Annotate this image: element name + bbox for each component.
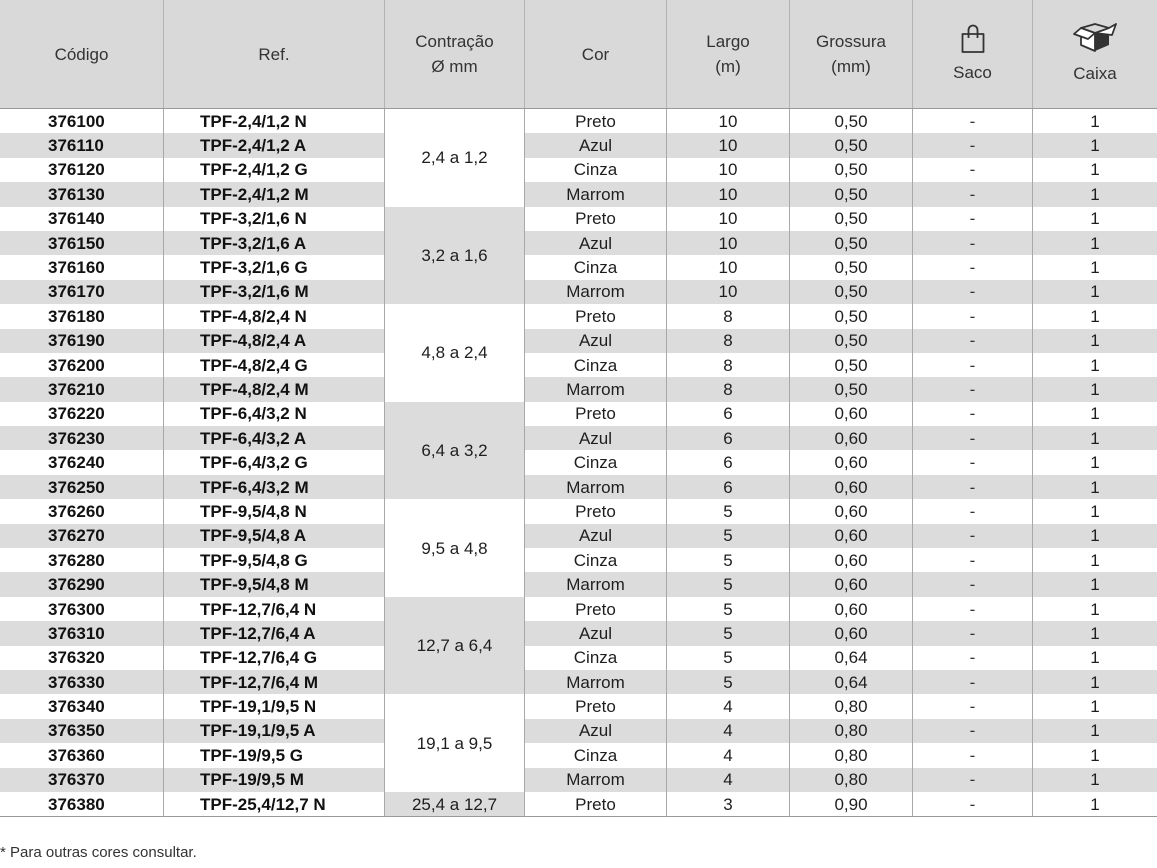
cell-ref: TPF-2,4/1,2 A <box>164 133 385 157</box>
table-row <box>0 182 1157 206</box>
cell-grossura: 0,50 <box>790 133 913 157</box>
cell-grossura: 0,80 <box>790 719 913 743</box>
cell-cor: Marrom <box>525 768 667 792</box>
cell-cor: Preto <box>525 108 667 133</box>
cell-cor: Cinza <box>525 450 667 474</box>
cell-codigo: 376360 <box>0 743 164 767</box>
cell-cor: Azul <box>525 426 667 450</box>
header-grossura-line2: (mm) <box>831 57 871 76</box>
cell-grossura: 0,60 <box>790 597 913 621</box>
header-contracao <box>385 0 525 108</box>
box-icon <box>1072 23 1118 55</box>
cell-caixa: 1 <box>1033 329 1157 353</box>
cell-cor: Preto <box>525 402 667 426</box>
cell-largo: 10 <box>667 280 790 304</box>
cell-saco: - <box>913 207 1033 231</box>
cell-ref: TPF-6,4/3,2 G <box>164 450 385 474</box>
cell-contracao: 2,4 a 1,2 <box>385 108 525 207</box>
cell-saco: - <box>913 621 1033 645</box>
table-row <box>0 572 1157 596</box>
table-row <box>0 329 1157 353</box>
cell-saco: - <box>913 792 1033 817</box>
cell-caixa: 1 <box>1033 719 1157 743</box>
table-row <box>0 646 1157 670</box>
cell-caixa: 1 <box>1033 108 1157 133</box>
cell-caixa: 1 <box>1090 209 1100 229</box>
cell-grossura: 0,50 <box>790 329 913 353</box>
cell-ref: TPF-19/9,5 G <box>164 743 385 767</box>
cell-grossura: 0,64 <box>790 646 913 670</box>
cell-ref: TPF-19,1/9,5 A <box>164 719 385 743</box>
cell-grossura: 0,80 <box>790 694 913 718</box>
cell-saco: - <box>913 548 1033 572</box>
cell-ref: TPF-2,4/1,2 N <box>164 108 385 133</box>
cell-codigo: 376250 <box>0 475 164 499</box>
cell-cor: Cinza <box>525 646 667 670</box>
cell-codigo: 376120 <box>0 158 164 182</box>
cell-saco: - <box>913 743 1033 767</box>
table-row <box>0 548 1157 572</box>
cell-saco: - <box>913 231 1033 255</box>
cell-caixa: 1 <box>1090 501 1100 521</box>
header-cor: Cor <box>525 0 667 108</box>
cell-caixa: 1 <box>1090 258 1100 278</box>
cell-largo: 10 <box>667 108 790 133</box>
table-row <box>0 768 1157 792</box>
header-codigo: Código <box>0 0 164 108</box>
cell-ref: TPF-12,7/6,4 N <box>164 597 385 621</box>
cell-cor: Marrom <box>525 377 667 401</box>
header-largo <box>667 0 790 108</box>
cell-caixa: 1 <box>1033 475 1157 499</box>
cell-ref: TPF-25,4/12,7 N <box>164 792 385 817</box>
cell-largo: 8 <box>667 353 790 377</box>
header-caixa <box>1033 0 1157 108</box>
cell-codigo: 376100 <box>0 108 164 133</box>
cell-saco: - <box>913 499 1033 523</box>
cell-largo: 6 <box>667 475 790 499</box>
cell-cor: Marrom <box>525 280 667 304</box>
cell-largo: 5 <box>667 597 790 621</box>
header-ref: Ref. <box>164 0 385 108</box>
cell-cor: Azul <box>525 719 667 743</box>
table-row <box>0 280 1157 304</box>
cell-cor: Marrom <box>525 670 667 694</box>
cell-saco: - <box>913 426 1033 450</box>
cell-grossura: 0,60 <box>790 426 913 450</box>
cell-saco: - <box>913 768 1033 792</box>
cell-ref: TPF-9,5/4,8 A <box>164 524 385 548</box>
cell-contracao: 6,4 a 3,2 <box>385 402 525 500</box>
cell-saco: - <box>913 719 1033 743</box>
cell-caixa: 1 <box>1033 280 1157 304</box>
cell-largo: 10 <box>667 133 790 157</box>
header-saco <box>913 0 1033 108</box>
cell-caixa: 1 <box>1033 572 1157 596</box>
cell-largo: 10 <box>667 231 790 255</box>
cell-largo: 6 <box>667 426 790 450</box>
cell-largo: 8 <box>667 304 790 328</box>
cell-codigo: 376150 <box>0 231 164 255</box>
table-row <box>0 450 1157 474</box>
cell-ref: TPF-9,5/4,8 G <box>164 548 385 572</box>
cell-caixa: 1 <box>1033 670 1157 694</box>
table-row <box>0 792 1157 817</box>
table-row <box>0 108 1157 133</box>
cell-cor: Cinza <box>525 255 667 279</box>
cell-codigo: 376210 <box>0 377 164 401</box>
cell-saco: - <box>913 597 1033 621</box>
cell-largo: 5 <box>667 524 790 548</box>
cell-ref: TPF-3,2/1,6 A <box>164 231 385 255</box>
cell-cor: Preto <box>525 499 667 523</box>
cell-ref: TPF-9,5/4,8 M <box>164 572 385 596</box>
cell-caixa: 1 <box>1033 426 1157 450</box>
cell-cor: Cinza <box>525 743 667 767</box>
cell-caixa: 1 <box>1090 355 1100 375</box>
cell-saco: - <box>913 572 1033 596</box>
header-caixa-label: Caixa <box>1073 63 1117 83</box>
cell-grossura: 0,50 <box>790 280 913 304</box>
cell-caixa: 1 <box>1090 745 1100 765</box>
cell-cor: Azul <box>525 329 667 353</box>
cell-grossura: 0,60 <box>790 402 913 426</box>
cell-codigo: 376270 <box>0 524 164 548</box>
cell-ref: TPF-12,7/6,4 M <box>164 670 385 694</box>
header-contracao-line2: Ø mm <box>431 57 478 76</box>
cell-cor: Azul <box>525 133 667 157</box>
cell-codigo: 376280 <box>0 548 164 572</box>
cell-ref: TPF-6,4/3,2 A <box>164 426 385 450</box>
cell-grossura: 0,60 <box>790 548 913 572</box>
cell-saco: - <box>913 329 1033 353</box>
table-row <box>0 353 1157 377</box>
cell-ref: TPF-6,4/3,2 N <box>164 402 385 426</box>
header-grossura-line1: Grossura <box>816 32 886 51</box>
cell-codigo: 376330 <box>0 670 164 694</box>
cell-caixa: 1 <box>1033 524 1157 548</box>
shopping-bag-icon <box>960 24 986 54</box>
cell-grossura: 0,60 <box>790 450 913 474</box>
cell-codigo: 376320 <box>0 646 164 670</box>
cell-codigo: 376200 <box>0 353 164 377</box>
cell-cor: Cinza <box>525 353 667 377</box>
cell-caixa: 1 <box>1033 768 1157 792</box>
cell-codigo: 376220 <box>0 402 164 426</box>
cell-largo: 5 <box>667 670 790 694</box>
cell-largo: 4 <box>667 719 790 743</box>
cell-saco: - <box>913 280 1033 304</box>
cell-grossura: 0,50 <box>790 304 913 328</box>
cell-ref: TPF-2,4/1,2 G <box>164 158 385 182</box>
cell-caixa: 1 <box>1090 404 1100 424</box>
cell-saco: - <box>913 694 1033 718</box>
cell-cor: Azul <box>525 231 667 255</box>
cell-grossura: 0,60 <box>790 499 913 523</box>
table-row <box>0 133 1157 157</box>
cell-largo: 8 <box>667 377 790 401</box>
cell-largo: 5 <box>667 621 790 645</box>
cell-largo: 5 <box>667 548 790 572</box>
cell-saco: - <box>913 475 1033 499</box>
cell-grossura: 0,60 <box>790 475 913 499</box>
table-row <box>0 426 1157 450</box>
cell-ref: TPF-3,2/1,6 M <box>164 280 385 304</box>
table-row <box>0 719 1157 743</box>
table-row <box>0 743 1157 767</box>
cell-caixa: 1 <box>1033 792 1157 817</box>
cell-codigo: 376310 <box>0 621 164 645</box>
cell-saco: - <box>913 304 1033 328</box>
header-grossura <box>790 0 913 108</box>
cell-contracao: 9,5 a 4,8 <box>385 499 525 597</box>
cell-saco: - <box>913 377 1033 401</box>
cell-saco: - <box>913 133 1033 157</box>
cell-cor: Marrom <box>525 182 667 206</box>
table-row <box>0 524 1157 548</box>
cell-contracao: 19,1 a 9,5 <box>385 694 525 792</box>
cell-largo: 4 <box>667 743 790 767</box>
cell-grossura: 0,60 <box>790 621 913 645</box>
table-row <box>0 255 1157 279</box>
table-row <box>0 597 1157 621</box>
cell-codigo: 376140 <box>0 207 164 231</box>
cell-cor: Cinza <box>525 158 667 182</box>
cell-codigo: 376290 <box>0 572 164 596</box>
table-row <box>0 402 1157 426</box>
header-saco-label: Saco <box>953 62 992 82</box>
cell-grossura: 0,80 <box>790 743 913 767</box>
cell-saco: - <box>913 255 1033 279</box>
cell-saco: - <box>913 402 1033 426</box>
cell-codigo: 376190 <box>0 329 164 353</box>
table-body <box>0 108 1157 817</box>
table-row <box>0 499 1157 523</box>
cell-caixa: 1 <box>1090 599 1100 619</box>
cell-ref: TPF-3,2/1,6 G <box>164 255 385 279</box>
cell-caixa: 1 <box>1033 182 1157 206</box>
cell-codigo: 376260 <box>0 499 164 523</box>
cell-saco: - <box>913 182 1033 206</box>
cell-cor: Preto <box>525 597 667 621</box>
cell-caixa: 1 <box>1090 550 1100 570</box>
cell-grossura: 0,50 <box>790 377 913 401</box>
cell-ref: TPF-3,2/1,6 N <box>164 207 385 231</box>
cell-saco: - <box>913 450 1033 474</box>
cell-ref: TPF-4,8/2,4 M <box>164 377 385 401</box>
cell-grossura: 0,50 <box>790 207 913 231</box>
table-row <box>0 207 1157 231</box>
cell-ref: TPF-19,1/9,5 N <box>164 694 385 718</box>
cell-codigo: 376340 <box>0 694 164 718</box>
cell-grossura: 0,50 <box>790 353 913 377</box>
table-row <box>0 231 1157 255</box>
cell-ref: TPF-6,4/3,2 M <box>164 475 385 499</box>
cell-grossura: 0,90 <box>790 792 913 817</box>
cell-largo: 10 <box>667 255 790 279</box>
cell-grossura: 0,50 <box>790 182 913 206</box>
table-row <box>0 377 1157 401</box>
cell-caixa: 1 <box>1033 231 1157 255</box>
cell-largo: 10 <box>667 182 790 206</box>
cell-saco: - <box>913 108 1033 133</box>
cell-ref: TPF-9,5/4,8 N <box>164 499 385 523</box>
cell-codigo: 376170 <box>0 280 164 304</box>
cell-cor: Preto <box>525 792 667 817</box>
table-row <box>0 621 1157 645</box>
header-row <box>0 0 1157 108</box>
cell-contracao: 25,4 a 12,7 <box>385 792 525 817</box>
cell-caixa: 1 <box>1090 453 1100 473</box>
cell-largo: 4 <box>667 768 790 792</box>
cell-grossura: 0,50 <box>790 158 913 182</box>
cell-largo: 5 <box>667 646 790 670</box>
cell-codigo: 376180 <box>0 304 164 328</box>
cell-largo: 10 <box>667 158 790 182</box>
cell-codigo: 376110 <box>0 133 164 157</box>
cell-largo: 5 <box>667 499 790 523</box>
cell-largo: 8 <box>667 329 790 353</box>
table-row <box>0 158 1157 182</box>
table-row <box>0 475 1157 499</box>
cell-codigo: 376240 <box>0 450 164 474</box>
cell-saco: - <box>913 158 1033 182</box>
cell-cor: Azul <box>525 524 667 548</box>
cell-ref: TPF-12,7/6,4 A <box>164 621 385 645</box>
header-contracao-line1: Contração <box>415 32 494 51</box>
cell-caixa: 1 <box>1033 377 1157 401</box>
cell-cor: Preto <box>525 304 667 328</box>
table-row <box>0 670 1157 694</box>
cell-contracao: 3,2 a 1,6 <box>385 207 525 305</box>
cell-caixa: 1 <box>1090 697 1100 717</box>
cell-contracao: 12,7 a 6,4 <box>385 597 525 695</box>
table-row <box>0 304 1157 328</box>
cell-ref: TPF-12,7/6,4 G <box>164 646 385 670</box>
cell-cor: Azul <box>525 621 667 645</box>
cell-grossura: 0,50 <box>790 108 913 133</box>
cell-largo: 10 <box>667 207 790 231</box>
cell-ref: TPF-4,8/2,4 N <box>164 304 385 328</box>
cell-codigo: 376380 <box>0 792 164 817</box>
cell-codigo: 376230 <box>0 426 164 450</box>
cell-grossura: 0,50 <box>790 255 913 279</box>
cell-ref: TPF-2,4/1,2 M <box>164 182 385 206</box>
cell-largo: 6 <box>667 402 790 426</box>
cell-ref: TPF-4,8/2,4 G <box>164 353 385 377</box>
cell-codigo: 376300 <box>0 597 164 621</box>
cell-caixa: 1 <box>1033 621 1157 645</box>
cell-codigo: 376350 <box>0 719 164 743</box>
cell-grossura: 0,64 <box>790 670 913 694</box>
cell-cor: Cinza <box>525 548 667 572</box>
cell-cor: Preto <box>525 694 667 718</box>
cell-largo: 4 <box>667 694 790 718</box>
header-largo-line1: Largo <box>706 32 750 51</box>
cell-grossura: 0,50 <box>790 231 913 255</box>
cell-grossura: 0,80 <box>790 768 913 792</box>
cell-caixa: 1 <box>1090 306 1100 326</box>
cell-codigo: 376370 <box>0 768 164 792</box>
cell-grossura: 0,60 <box>790 572 913 596</box>
cell-largo: 3 <box>667 792 790 817</box>
cell-saco: - <box>913 524 1033 548</box>
cell-ref: TPF-19/9,5 M <box>164 768 385 792</box>
cell-codigo: 376160 <box>0 255 164 279</box>
cell-saco: - <box>913 353 1033 377</box>
cell-cor: Marrom <box>525 572 667 596</box>
cell-cor: Marrom <box>525 475 667 499</box>
cell-contracao: 4,8 a 2,4 <box>385 304 525 402</box>
table-row <box>0 694 1157 718</box>
cell-saco: - <box>913 646 1033 670</box>
cell-caixa: 1 <box>1090 160 1100 180</box>
cell-cor: Preto <box>525 207 667 231</box>
cell-saco: - <box>913 670 1033 694</box>
cell-largo: 5 <box>667 572 790 596</box>
cell-grossura: 0,60 <box>790 524 913 548</box>
footnote: * Para outras cores consultar. <box>0 844 197 861</box>
cell-caixa: 1 <box>1033 133 1157 157</box>
cell-codigo: 376130 <box>0 182 164 206</box>
cell-largo: 6 <box>667 450 790 474</box>
header-largo-line2: (m) <box>715 57 741 76</box>
cell-ref: TPF-4,8/2,4 A <box>164 329 385 353</box>
cell-caixa: 1 <box>1090 648 1100 668</box>
